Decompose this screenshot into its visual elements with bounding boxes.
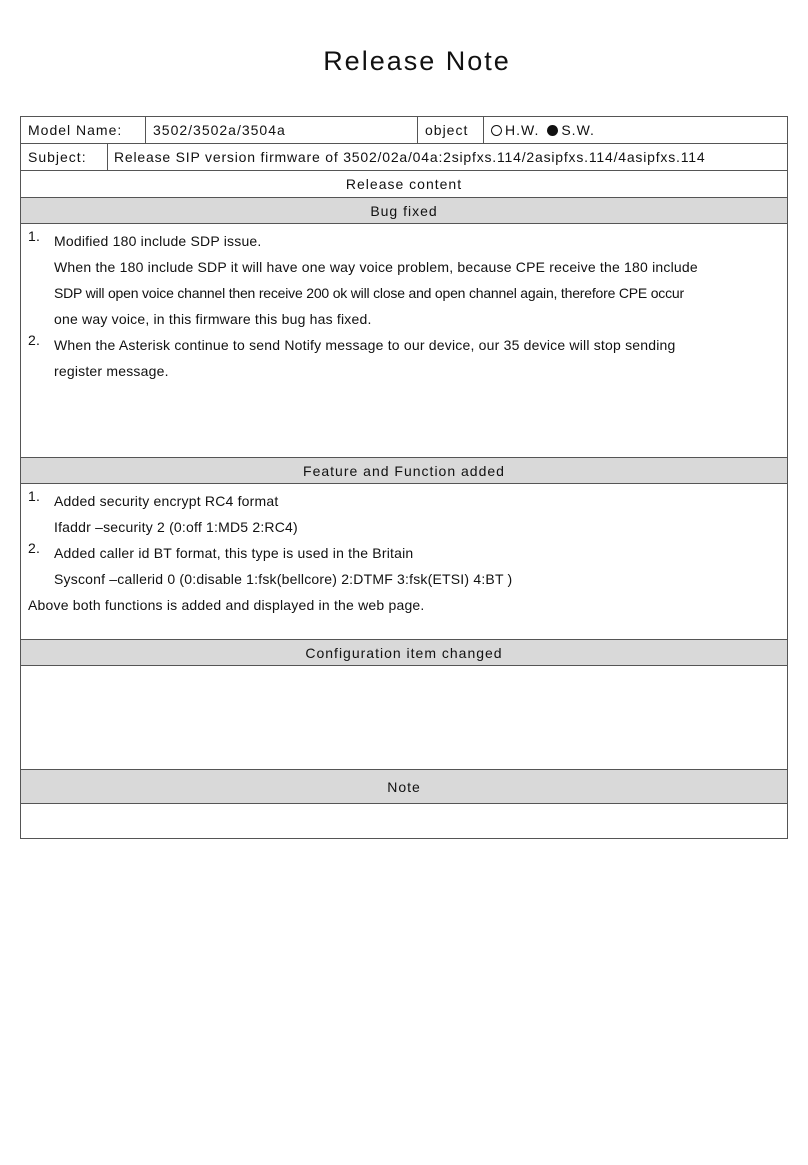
bug-fixed-heading: Bug fixed [370, 202, 438, 219]
config-body [21, 666, 787, 769]
subject-label: Subject: [28, 149, 87, 165]
config-heading-row [21, 640, 787, 666]
list-text: register message. [54, 363, 169, 379]
release-content-label: Release content [345, 176, 463, 192]
list-text: Added caller id BT format, this type is used in the Britain [54, 545, 414, 561]
list-text: SDP will open voice channel then receive 200 ok will close and open channel again, therefore CPE occur [54, 285, 684, 301]
feature-body [21, 484, 787, 639]
list-text: When the 180 include SDP it will have one way voice problem, because CPE receive the 180 include [54, 259, 698, 275]
list-number: 1. [28, 228, 41, 244]
feature-heading-row [21, 458, 787, 484]
feature-heading: Feature and Function added [303, 462, 505, 479]
note-heading-row [21, 770, 787, 804]
object-label: object [417, 117, 483, 143]
list-text: one way voice, in this firmware this bug has fixed. [54, 311, 372, 327]
object-value [483, 117, 787, 143]
model-name-label: Model Name: [28, 122, 123, 138]
hw-radio-icon [491, 125, 502, 136]
note-heading: Note [387, 778, 421, 795]
sw-radio-icon [547, 125, 558, 136]
list-number: 2. [28, 540, 41, 556]
sw-label: S.W. [561, 122, 595, 138]
list-number: 1. [28, 488, 41, 504]
config-section [21, 666, 787, 770]
list-text: When the Asterisk continue to send Notify message to our device, our 35 device will stop sending [54, 337, 676, 353]
list-item [21, 488, 787, 514]
subject-value: Release SIP version firmware of 3502/02a/04a:2sipfxs.114/2asipfxs.114/4asipfxs.114 [107, 144, 787, 170]
list-item [21, 228, 787, 254]
note-section [21, 804, 787, 838]
list-item [21, 332, 787, 358]
feature-section [21, 484, 787, 640]
config-heading: Configuration item changed [305, 644, 503, 661]
list-text: Sysconf –callerid 0 (0:disable 1:fsk(bellcore) 2:DTMF 3:fsk(ETSI) 4:BT ) [54, 571, 513, 587]
list-text: Ifaddr –security 2 (0:off 1:MD5 2:RC4) [54, 519, 298, 535]
list-text: Modified 180 include SDP issue. [54, 233, 262, 249]
page-title: Release Note [323, 46, 511, 76]
model-row [21, 117, 787, 144]
bug-fixed-body [21, 224, 787, 457]
subject-row [21, 144, 787, 171]
bug-fixed-section [21, 224, 787, 458]
feature-footer-text: Above both functions is added and displayed in the web page. [28, 597, 425, 613]
model-name-value: 3502/3502a/3504a [145, 117, 417, 143]
list-number: 2. [28, 332, 41, 348]
bug-fixed-heading-row [21, 198, 787, 224]
list-text: Added security encrypt RC4 format [54, 493, 279, 509]
release-note-table [20, 116, 788, 839]
hw-label: H.W. [505, 122, 540, 138]
list-item [21, 540, 787, 566]
note-body [21, 804, 787, 838]
release-content-row [21, 171, 787, 198]
